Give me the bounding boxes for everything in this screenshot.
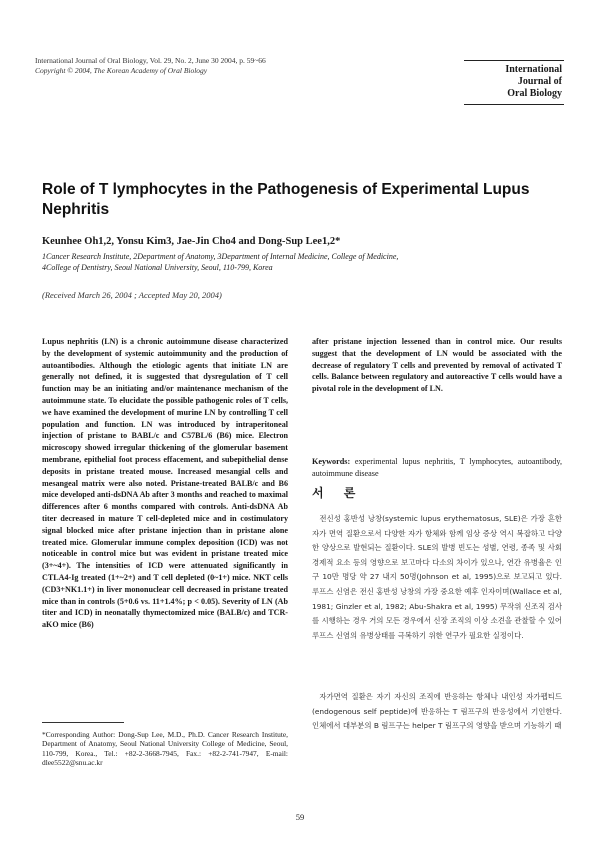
journal-name-box xyxy=(464,60,564,105)
page-number: 59 xyxy=(295,812,305,822)
keywords-text: experimental lupus nephritis, T lymphocytes, autoantibody, autoimmune disease xyxy=(312,457,562,478)
author-list: Keunhee Oh1,2, Yonsu Kim3, Jae-Jin Cho4 and Dong-Sup Lee1,2* xyxy=(42,236,341,247)
abstract-right-column: after pristane injection lessened than in control mice. Our results suggest that the development of LN would be associated with the decrease of regulatory T cells and prevented by removal of activated T cells. Balance between regulatory and autoreactive T cells would have a pivotal role in the development of LN. xyxy=(312,337,562,394)
journal-name-line-2: Journal of xyxy=(517,76,562,87)
journal-name-line-1: International xyxy=(505,64,562,75)
introduction-paragraph-1: 전신성 홍반성 낭창(systemic lupus erythematosus, SLE)은 가장 흔한 자가 면역 질환으로서 다양한 자가 항체와 함께 임상 증상 역시 복잡하고 다양한 양상으로 발현되는 질환이다. SLE의 발병 빈도는 성별, 연령, 종족 및 사회 경제적 요소 등의 영향으로 보고마다 다소의 차이가 있으나, 연간 유병율은 인구 10만 명당 약 27 내지 50명(Johnson et al, 1995)으로 보고되고 있다. 루프스 신염은 전신 홍반성 낭창의 가장 중요한 예후 인자이며(Wallace et al, 1981; Ginzler et al, 1982; Abu-Shakra et al, 1995) 무작위 신조직 검사를 시행하는 경우 거의 모든 경우에서 신장 조직의 이상 소견을 관찰할 수 있어 루프스 신염의 유병상태를 극복하기 위한 연구가 필요한 실정이다. xyxy=(312,514,562,640)
journal-name-line-3: Oral Biology xyxy=(507,88,562,99)
copyright-line: Copyright © 2004, The Korean Academy of Oral Biology xyxy=(35,66,208,75)
corresponding-author-footnote: *Corresponding Author: Dong-Sup Lee, M.D., Ph.D. Cancer Research Institute, Department of Anatomy, Seoul National University College of Medicine, Seoul, 110-799, Korea., Tel.: +82-2-3668-7945, Fax.: +82-2-741-7947, E-mail: dlee5522@snu.ac.kr xyxy=(42,730,288,768)
footnote-divider xyxy=(42,722,124,723)
abstract-left-column: Lupus nephritis (LN) is a chronic autoimmune disease characterized by the development of systemic autoimmunity and the production of autoantibodies. Although the etiologic agents that initiate LN are generally not defined, it is suggested that dysregulation of T cell function may be an initiating and/or maintenance mechanism of the autoimmune state. To elucidate the possible pathogenic roles of T cells, we have examined the development of murine LN by controlling T cell population and function. LN was introduced by intraperitoneal injection of pristane to BABL/c and C57BL/6 (B6) mice. Electron microscopy showed irregular thickening of the glomerular basement membrane, epithelial foot process effacement, and subepithelial dense deposits in pristane treated mouse. Increased mesangial cells and mesangeal matrix were also noted. Pristane-treated BALB/c and B6 mice developed anti-dsDNA Ab after 3 months and reached to maximal differences after 6 months compared with controls. Anti-dsDNA Ab titer decreased in mature T cell-depleted mice and in costimulatory signal blocked mice after pristane injection than in pristane alone treated mice. Glomerular immune complex deposition (ICD) was not noticeable in control mice but was evident in pristane treated mice (3+~4+). The intensities of ICD were attenuated significantly in CTLA4-Ig treated (1+~2+) and T cell depleted (0~1+) mice. NKT cells (CD3+NK1.1+) in liver mononuclear cell decreased in pristane treated mice than in controls (5+0.6 vs. 11+1.4%; p < 0.05). Severity of LN (Ab titer and ICD) in neonatally thymectomized mice (BALB/c) and TCR-aKO mice (B6) xyxy=(42,337,288,630)
introduction-paragraph-2: 자가면역 질환은 자기 자신의 조직에 반응하는 항체나 내인성 자가펩티드(endogenous self peptide)에 반응하는 T 림프구의 반응성에서 기인한다. 인체에서 대부분의 B 림프구는 helper T 림프구의 영향을 받으며 기능하기 때 xyxy=(312,692,562,731)
section-heading-introduction: 서 론 xyxy=(312,486,364,500)
journal-citation-header xyxy=(35,56,266,76)
affiliation-line-2: 4College of Dentistry, Seoul National University, Seoul, 110-799, Korea xyxy=(42,263,273,272)
affiliation-line-1: 1Cancer Research Institute, 2Department of Anatomy, 3Department of Internal Medicine, College of Medicine, xyxy=(42,252,399,261)
keywords xyxy=(312,456,562,480)
article-title: Role of T lymphocytes in the Pathogenesis of Experimental Lupus Nephritis xyxy=(42,181,530,218)
citation-line: International Journal of Oral Biology, Vol. 29, No. 2, June 30 2004, p. 59~66 xyxy=(35,56,266,65)
keywords-label: Keywords: xyxy=(312,457,351,466)
received-accepted-dates: (Received March 26, 2004 ; Accepted May 20, 2004) xyxy=(42,290,222,300)
